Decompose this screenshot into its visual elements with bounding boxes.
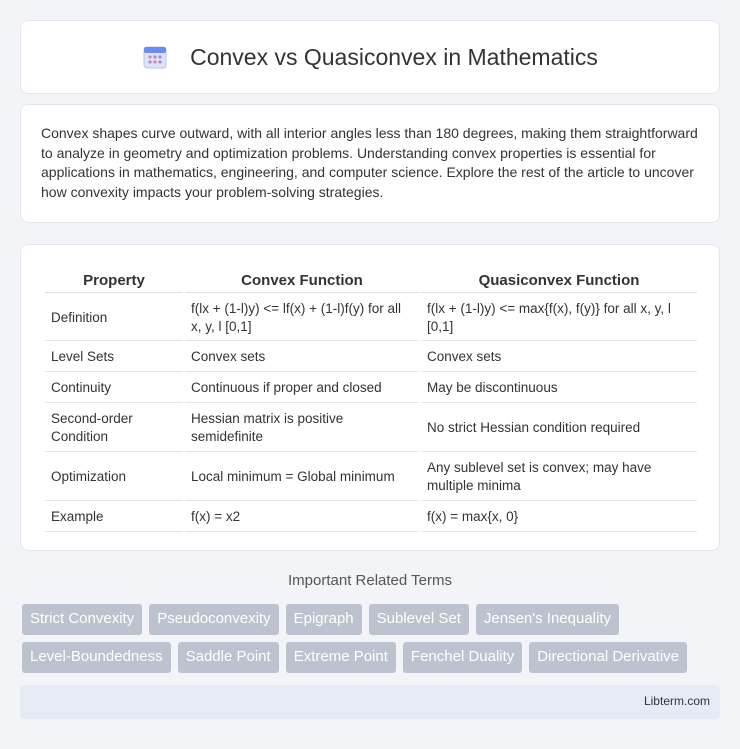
tag-strict-convexity[interactable]: Strict Convexity xyxy=(22,604,142,635)
tag-fenchel-duality[interactable]: Fenchel Duality xyxy=(403,642,522,673)
column-header: Convex Function xyxy=(185,267,419,293)
table-cell: Hessian matrix is positive semidefinite xyxy=(185,405,419,452)
tag-saddle-point[interactable]: Saddle Point xyxy=(178,642,279,673)
table-row xyxy=(45,503,697,532)
column-header: Quasiconvex Function xyxy=(421,267,697,293)
footer-site-name[interactable]: Libterm.com xyxy=(643,694,710,708)
tag-sublevel-set[interactable]: Sublevel Set xyxy=(369,604,469,635)
related-terms-title: Important Related Terms xyxy=(288,572,452,589)
table-cell: May be discontinuous xyxy=(421,374,697,403)
footer xyxy=(20,685,720,719)
table-cell: Second-order Condition xyxy=(45,405,183,452)
table-cell: Convex sets xyxy=(421,343,697,372)
header-card xyxy=(20,20,720,94)
table-row xyxy=(45,343,697,372)
related-terms-tags xyxy=(22,604,722,680)
table-row xyxy=(45,374,697,403)
table-row xyxy=(45,295,697,341)
tag-directional-derivative[interactable]: Directional Derivative xyxy=(529,642,687,673)
column-header: Property xyxy=(45,267,183,293)
page-title: Convex vs Quasiconvex in Mathematics xyxy=(190,43,598,70)
table-cell: f(lx + (1-l)y) <= max{f(x), f(y)} for all x, y, l [0,1] xyxy=(421,295,697,341)
tag-row xyxy=(22,604,722,635)
intro-text: Convex shapes curve outward, with all interior angles less than 180 degrees, making them straightforward to analyze in geometry and optimization problems. Understanding convex properties is essential for applications in mathematics, engineering, and computer science. Explore the rest of the article to uncover how convexity impacts your problem-solving strategies. xyxy=(41,125,698,200)
table-cell: Definition xyxy=(45,295,183,341)
table-cell: f(x) = x2 xyxy=(185,503,419,532)
table-row xyxy=(45,405,697,452)
tag-extreme-point[interactable]: Extreme Point xyxy=(286,642,396,673)
comparison-table-card xyxy=(20,244,720,551)
tag-epigraph[interactable]: Epigraph xyxy=(286,604,362,635)
table-cell: Any sublevel set is convex; may have multiple minima xyxy=(421,454,697,501)
table-cell: f(x) = max{x, 0} xyxy=(421,503,697,532)
table-cell: Convex sets xyxy=(185,343,419,372)
table-cell: f(lx + (1-l)y) <= lf(x) + (1-l)f(y) for all x, y, l [0,1] xyxy=(185,295,419,341)
table-row xyxy=(45,454,697,501)
table-cell: Continuous if proper and closed xyxy=(185,374,419,403)
table-cell: Continuity xyxy=(45,374,183,403)
intro-card xyxy=(20,104,720,223)
tag-row xyxy=(22,642,722,673)
tag-level-boundedness[interactable]: Level-Boundedness xyxy=(22,642,171,673)
calendar-icon xyxy=(142,44,168,70)
comparison-table xyxy=(43,265,699,534)
table-header-row xyxy=(45,267,697,293)
table-cell: Optimization xyxy=(45,454,183,501)
table-cell: Example xyxy=(45,503,183,532)
tag-jensens-inequality[interactable]: Jensen's Inequality xyxy=(476,604,619,635)
tag-pseudoconvexity[interactable]: Pseudoconvexity xyxy=(149,604,278,635)
table-cell: Local minimum = Global minimum xyxy=(185,454,419,501)
table-cell: No strict Hessian condition required xyxy=(421,405,697,452)
table-cell: Level Sets xyxy=(45,343,183,372)
